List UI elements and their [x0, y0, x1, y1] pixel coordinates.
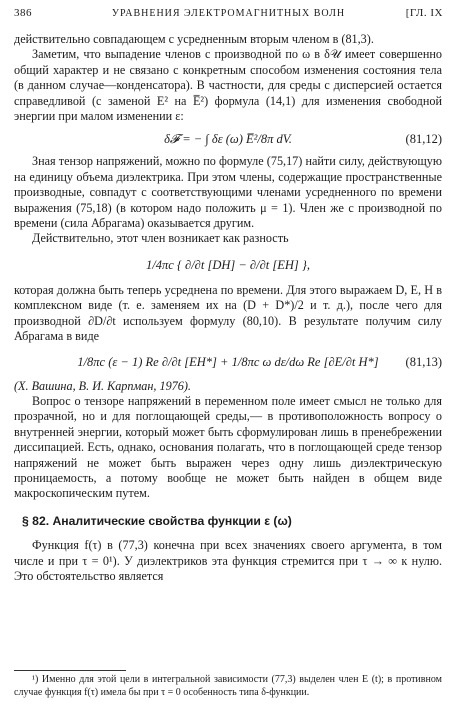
paragraph: Заметим, что выпадение членов с производной по ω в δ𝒰 имеет совершенно общий характер и не связано с конкретным способом изменения состояния тела (в данном случае—конденсатора). В частности, для среды с дисперсией остается справедливой (с заменой E² на E̅²) формула (14,1) для изменения свободной энергии при малом изменении ε: [14, 47, 442, 124]
paragraph: Вопрос о тензоре напряжений в переменном поле имеет смысл не только для прозрачной, но и для поглощающей среды,— в противоположность вопросу о внутренней энергии, который может быть сформулирован лишь в пренебрежении диссипацией. Есть, однако, основания полагать, что в поглощающей среде тензор напряжений не может быть выражен через одну лишь диэлектрическую проницаемость, а потому вообще не может быть найден в общем виде макроскопическим путем. [14, 393, 442, 501]
paragraph: которая должна быть теперь усреднена по времени. Для этого выражаем D, E, H в комплексном виде (т. е. заменяем их на (D + D*)/2 и т. д.), после чего для производной ∂D/∂t используем формулу (80,10). В результате получим силу Абрагама в виде [14, 282, 442, 344]
page-header [14, 6, 443, 22]
equation-number: (81,13) [405, 354, 442, 369]
chapter-marker: [ГЛ. IX [405, 7, 443, 19]
paragraph: Функция f(τ) в (77,3) конечна при всех значениях своего аргумента, в том числе и при τ = 0¹). У диэлектриков эта функция стремится при τ → ∞ к нулю. Это обстоятельство является [14, 538, 442, 583]
equation-body: 1/4πc { ∂/∂t [DH] − ∂/∂t [EH] }, [146, 257, 310, 272]
equation-body: ∫ δε (ω) E̅²/8π dV. [205, 132, 292, 147]
equation-81-13 [14, 345, 442, 379]
paragraph: действительно совпадающем с усредненным вторым членом в (81,3). [14, 32, 374, 46]
paragraph: Действительно, этот член возникает как разность [32, 231, 289, 246]
running-title: УРАВНЕНИЯ ЭЛЕКТРОМАГНИТНЫХ ВОЛН [111, 8, 346, 19]
paragraph: Зная тензор напряжений, можно по формуле (75,17) найти силу, действующую на единицу объема диэлектрика. При этом члены, содержащие пространственные производные, совпадут с соответствующими членами усредненного по времени выражения (75,18) (в котором надо положить μ = 1). Член же с производной по времени (сила Абрагама) оказывается другим. [14, 154, 442, 231]
footnote-divider [14, 670, 126, 671]
equation-body: 1/8πc (ε − 1) Re ∂/∂t [EH*] + 1/8πc ω dε/dω Re [∂E/∂t H*] [77, 354, 379, 369]
equation-lhs: δ𝓕 = − [164, 132, 203, 147]
equation-number: (81,12) [405, 132, 442, 147]
page-number: 386 [14, 7, 32, 19]
equation-difference [14, 247, 442, 283]
citation: (Х. Вашина, В. И. Карпман, 1976). [14, 378, 191, 393]
footnote: ¹) Именно для этой цели в интегральной зависимости (77,3) выделен член E (t); в противном случае функция f(τ) имела бы при τ = 0 особенность типа δ-функции. [14, 674, 442, 698]
section-heading: § 82. Аналитические свойства функции ε (ω) [22, 513, 292, 528]
equation-81-12 [14, 124, 442, 154]
page-body [14, 32, 442, 584]
